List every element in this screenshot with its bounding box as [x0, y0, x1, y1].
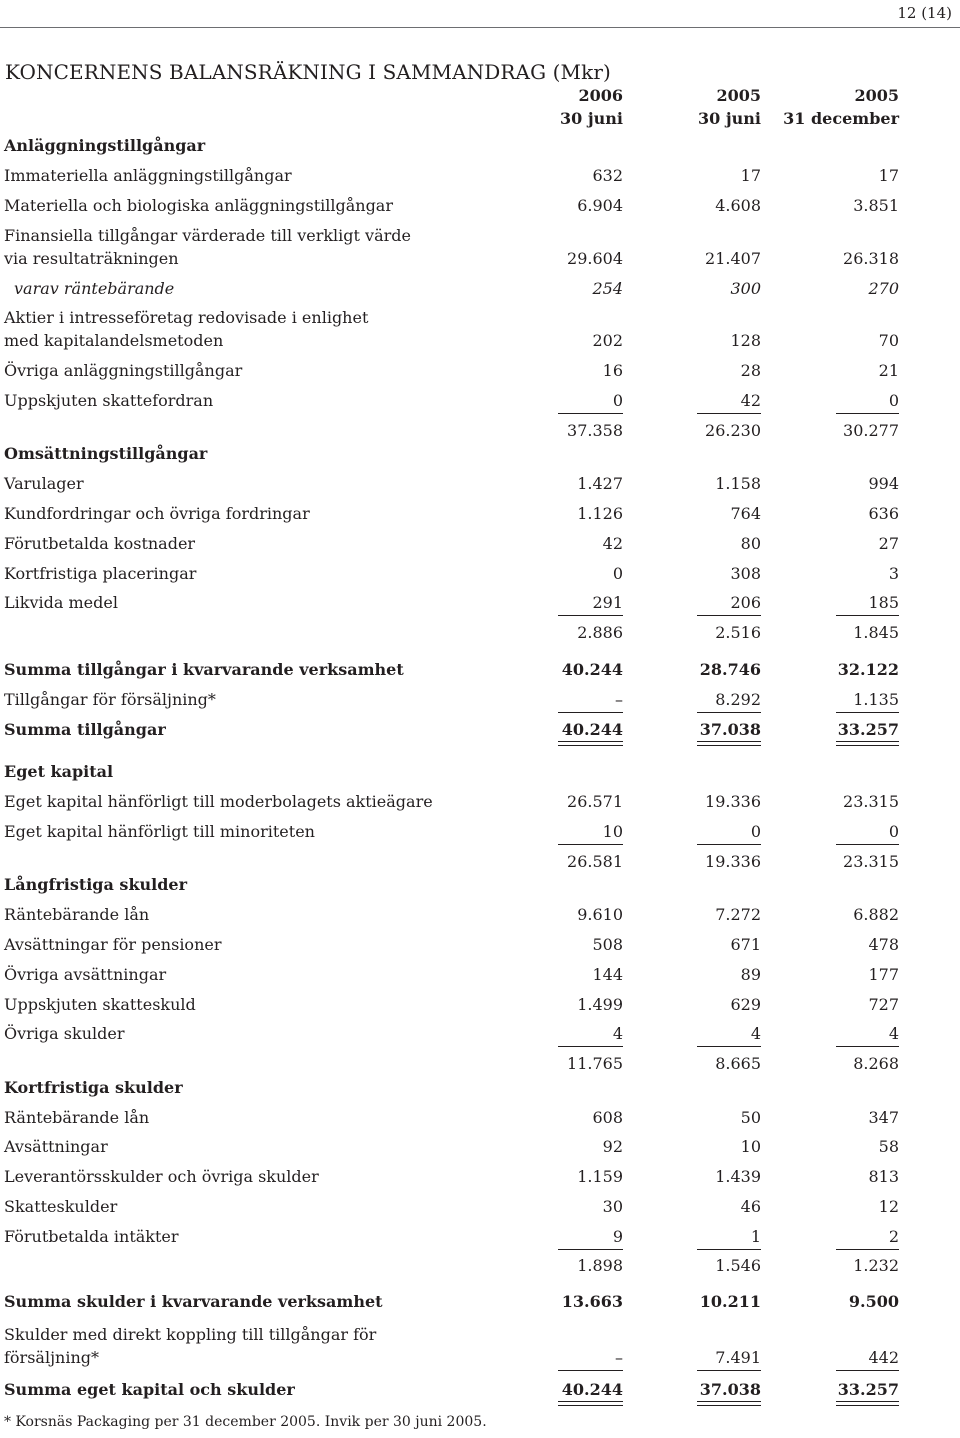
row-label: [4, 532, 195, 555]
cell-value: [697, 134, 761, 157]
row-label: [4, 194, 393, 217]
cell-value: [836, 1076, 899, 1099]
cell-value: [558, 760, 623, 783]
cell-value: 347: [868, 1108, 899, 1127]
cell-value: 1.158: [715, 474, 761, 493]
cell-value: 0: [836, 820, 899, 843]
cell-value: 6.904: [577, 196, 623, 215]
col-header-date-2: 30 juni: [698, 109, 761, 128]
cell-value: 2.886: [577, 623, 623, 642]
row-label: [4, 1378, 295, 1401]
footnote: * Korsnäs Packaging per 31 december 2005. Invik per 30 juni 2005.: [4, 1414, 487, 1430]
cell-value: 40.244: [561, 660, 623, 679]
row-label: [4, 224, 411, 270]
cell-value: 4.608: [715, 196, 761, 215]
cell-value: 26.571: [567, 792, 623, 811]
cell-value: 29.604: [567, 249, 623, 268]
row-label: [4, 1106, 149, 1129]
row-label: [4, 903, 149, 926]
row-label-line: Tillgångar för försäljning*: [4, 690, 216, 709]
cell-value: 994: [868, 474, 899, 493]
row-label: [4, 389, 213, 412]
cell-value: 0: [612, 564, 623, 583]
col-header-year-1: 2006: [578, 86, 623, 105]
cell-value: [836, 134, 899, 157]
cell-value: 128: [730, 331, 761, 350]
cell-value: [558, 1076, 623, 1099]
row-label-line: Summa eget kapital och skulder: [4, 1380, 295, 1399]
row-label-line: Eget kapital: [4, 762, 114, 781]
row-label: [4, 963, 166, 986]
cell-value: 254: [592, 279, 623, 298]
cell-value: 8.292: [697, 688, 761, 711]
cell-value: 608: [592, 1108, 623, 1127]
cell-value: 1.135: [836, 688, 899, 711]
cell-value: 2: [836, 1225, 899, 1248]
row-label: [4, 591, 118, 614]
cell-value: 727: [868, 995, 899, 1014]
cell-value: 0: [697, 820, 761, 843]
cell-value: 629: [730, 995, 761, 1014]
row-label: [4, 1225, 179, 1248]
cell-value: 32.122: [837, 660, 899, 679]
cell-value: 478: [868, 935, 899, 954]
row-label: [4, 1165, 319, 1188]
cell-value: 1: [697, 1225, 761, 1248]
cell-value: [836, 873, 899, 896]
cell-value: 19.336: [705, 792, 761, 811]
row-label: [4, 1195, 117, 1218]
cell-value: 58: [878, 1137, 899, 1156]
cell-value: 4: [836, 1022, 899, 1045]
row-label: [4, 306, 368, 352]
cell-value: 12: [878, 1197, 899, 1216]
document-title: KONCERNENS BALANSRÄKNING I SAMMANDRAG (Mkr): [5, 60, 611, 84]
row-label: [4, 1076, 183, 1099]
cell-value: 185: [836, 591, 899, 614]
row-label-line: Eget kapital hänförligt till moderbolagets aktieägare: [4, 792, 433, 811]
row-label-line: Skatteskulder: [4, 1197, 118, 1216]
cell-value: 26.581: [567, 852, 623, 871]
row-label-line: Likvida medel: [4, 593, 118, 612]
cell-value: 10: [558, 820, 623, 843]
cell-value: 23.315: [843, 852, 899, 871]
row-label-line: Kortfristiga placeringar: [4, 564, 197, 583]
cell-value: 37.358: [567, 421, 623, 440]
row-label: [4, 790, 433, 813]
cell-value: 2.516: [715, 623, 761, 642]
row-label-line: Aktier i intresseföretag redovisade i enlighet: [4, 308, 369, 327]
row-label-line: Övriga avsättningar: [4, 965, 167, 984]
col-header-date-3: 31 december: [783, 109, 899, 128]
cell-value: 1.232: [853, 1256, 899, 1275]
cell-value: 10.211: [699, 1292, 761, 1311]
cell-value: 70: [878, 331, 899, 350]
row-label-line: Förutbetalda intäkter: [4, 1227, 179, 1246]
cell-value: 11.765: [567, 1054, 623, 1073]
cell-value: 1.439: [715, 1167, 761, 1186]
row-label: [4, 993, 196, 1016]
cell-value: 13.663: [561, 1292, 623, 1311]
col-header-date-1: 30 juni: [560, 109, 623, 128]
cell-value: [697, 873, 761, 896]
cell-value: 89: [740, 965, 761, 984]
row-label-line: Räntebärande lån: [4, 1108, 150, 1127]
cell-value: 33.257: [837, 720, 899, 739]
cell-value: 1.546: [715, 1256, 761, 1275]
row-label-line: varav räntebärande: [14, 279, 175, 298]
cell-value: 19.336: [705, 852, 761, 871]
cell-value: 6.882: [853, 905, 899, 924]
cell-value: 636: [868, 504, 899, 523]
cell-value: [836, 760, 899, 783]
cell-value: 442: [836, 1346, 899, 1369]
row-label: [4, 1022, 124, 1045]
cell-value: [558, 873, 623, 896]
cell-value: 3.851: [853, 196, 899, 215]
row-label-line: Kundfordringar och övriga fordringar: [4, 504, 310, 523]
cell-value: 37.038: [697, 718, 761, 741]
cell-value: 3: [888, 564, 899, 583]
cell-value: 30: [602, 1197, 623, 1216]
row-label: [4, 933, 221, 956]
row-label: [4, 502, 310, 525]
row-label: [4, 873, 187, 896]
row-label-line: Summa tillgångar: [4, 720, 166, 739]
row-label-line: Övriga anläggningstillgångar: [4, 361, 243, 380]
row-label: [4, 134, 205, 157]
cell-value: 26.318: [843, 249, 899, 268]
row-label: [4, 658, 404, 681]
cell-value: 28: [740, 361, 761, 380]
cell-value: 21: [878, 361, 899, 380]
cell-value: 0: [836, 389, 899, 412]
cell-value: 42: [697, 389, 761, 412]
cell-value: 1.159: [577, 1167, 623, 1186]
cell-value: 50: [740, 1108, 761, 1127]
cell-value: 9.500: [848, 1292, 899, 1311]
cell-value: 206: [697, 591, 761, 614]
cell-value: 10: [740, 1137, 761, 1156]
cell-value: 632: [592, 166, 623, 185]
row-label: [4, 442, 207, 465]
row-label: [4, 718, 166, 741]
cell-value: [697, 442, 761, 465]
row-label-line: försäljning*: [4, 1348, 99, 1367]
row-label: [14, 277, 174, 300]
cell-value: 46: [740, 1197, 761, 1216]
cell-value: 8.268: [853, 1054, 899, 1073]
cell-value: 308: [730, 564, 761, 583]
row-label: [4, 164, 292, 187]
row-label-line: Uppskjuten skattefordran: [4, 391, 214, 410]
cell-value: 17: [740, 166, 761, 185]
cell-value: [558, 134, 623, 157]
page-number: 12 (14): [897, 4, 952, 22]
row-label-line: Finansiella tillgångar värderade till verkligt värde: [4, 226, 411, 245]
cell-value: –: [558, 688, 623, 711]
row-label-line: Anläggningstillgångar: [4, 136, 206, 155]
row-label-line: Immateriella anläggningstillgångar: [4, 166, 292, 185]
row-label: [4, 688, 216, 711]
cell-value: [558, 442, 623, 465]
row-label: [4, 1135, 108, 1158]
cell-value: 26.230: [705, 421, 761, 440]
cell-value: 7.272: [715, 905, 761, 924]
cell-value: 291: [558, 591, 623, 614]
row-label-line: Omsättningstillgångar: [4, 444, 208, 463]
row-label-line: Övriga skulder: [4, 1024, 125, 1043]
cell-value: 4: [697, 1022, 761, 1045]
cell-value: 16: [602, 361, 623, 380]
row-label: [4, 1323, 376, 1369]
row-label: [4, 359, 242, 382]
cell-value: 508: [592, 935, 623, 954]
cell-value: 9: [558, 1225, 623, 1248]
row-label-line: Förutbetalda kostnader: [4, 534, 196, 553]
cell-value: 17: [878, 166, 899, 185]
cell-value: 37.038: [697, 1378, 761, 1401]
cell-value: 42: [602, 534, 623, 553]
cell-value: 1.499: [577, 995, 623, 1014]
cell-value: 671: [730, 935, 761, 954]
cell-value: 33.257: [837, 1380, 899, 1399]
cell-value: 23.315: [843, 792, 899, 811]
row-label-line: Summa skulder i kvarvarande verksamhet: [4, 1292, 383, 1311]
row-label-line: Skulder med direkt koppling till tillgångar för: [4, 1325, 377, 1344]
row-label-line: Långfristiga skulder: [4, 875, 188, 894]
cell-value: [697, 760, 761, 783]
cell-value: 1.898: [577, 1256, 623, 1275]
col-header-year-3: 2005: [854, 86, 899, 105]
cell-value: 9.610: [577, 905, 623, 924]
cell-value: 80: [740, 534, 761, 553]
row-label-line: Uppskjuten skatteskuld: [4, 995, 196, 1014]
cell-value: 1.845: [853, 623, 899, 642]
cell-value: –: [558, 1346, 623, 1369]
cell-value: 270: [868, 279, 899, 298]
row-label-line: Avsättningar för pensioner: [4, 935, 222, 954]
row-label-line: Summa tillgångar i kvarvarande verksamhet: [4, 660, 404, 679]
cell-value: 40.244: [558, 718, 623, 741]
row-label-line: Avsättningar: [4, 1137, 108, 1156]
row-label: [4, 760, 113, 783]
cell-value: 21.407: [705, 249, 761, 268]
row-label: [4, 562, 196, 585]
cell-value: 202: [592, 331, 623, 350]
header-rule: [0, 27, 960, 28]
row-label: [4, 820, 315, 843]
row-label-line: med kapitalandelsmetoden: [4, 331, 224, 350]
cell-value: 40.244: [558, 1378, 623, 1401]
row-label-line: Kortfristiga skulder: [4, 1078, 183, 1097]
row-label-line: Eget kapital hänförligt till minoriteten: [4, 822, 315, 841]
row-label-line: via resultaträkningen: [4, 249, 179, 268]
cell-value: 8.665: [715, 1054, 761, 1073]
cell-value: 4: [558, 1022, 623, 1045]
cell-value: 1.427: [577, 474, 623, 493]
cell-value: 92: [602, 1137, 623, 1156]
cell-value: [836, 442, 899, 465]
cell-value: 27: [878, 534, 899, 553]
row-label: [4, 1290, 383, 1313]
cell-value: 144: [592, 965, 623, 984]
cell-value: 7.491: [697, 1346, 761, 1369]
row-label-line: Materiella och biologiska anläggningstillgångar: [4, 196, 393, 215]
row-label-line: Varulager: [4, 474, 84, 493]
row-label-line: Räntebärande lån: [4, 905, 150, 924]
col-header-year-2: 2005: [716, 86, 761, 105]
cell-value: 813: [868, 1167, 899, 1186]
cell-value: 28.746: [699, 660, 761, 679]
cell-value: 0: [558, 389, 623, 412]
cell-value: 30.277: [843, 421, 899, 440]
row-label-line: Leverantörsskulder och övriga skulder: [4, 1167, 319, 1186]
row-label: [4, 472, 84, 495]
cell-value: 177: [868, 965, 899, 984]
cell-value: 764: [730, 504, 761, 523]
cell-value: 300: [730, 279, 761, 298]
cell-value: [697, 1076, 761, 1099]
cell-value: 1.126: [577, 504, 623, 523]
